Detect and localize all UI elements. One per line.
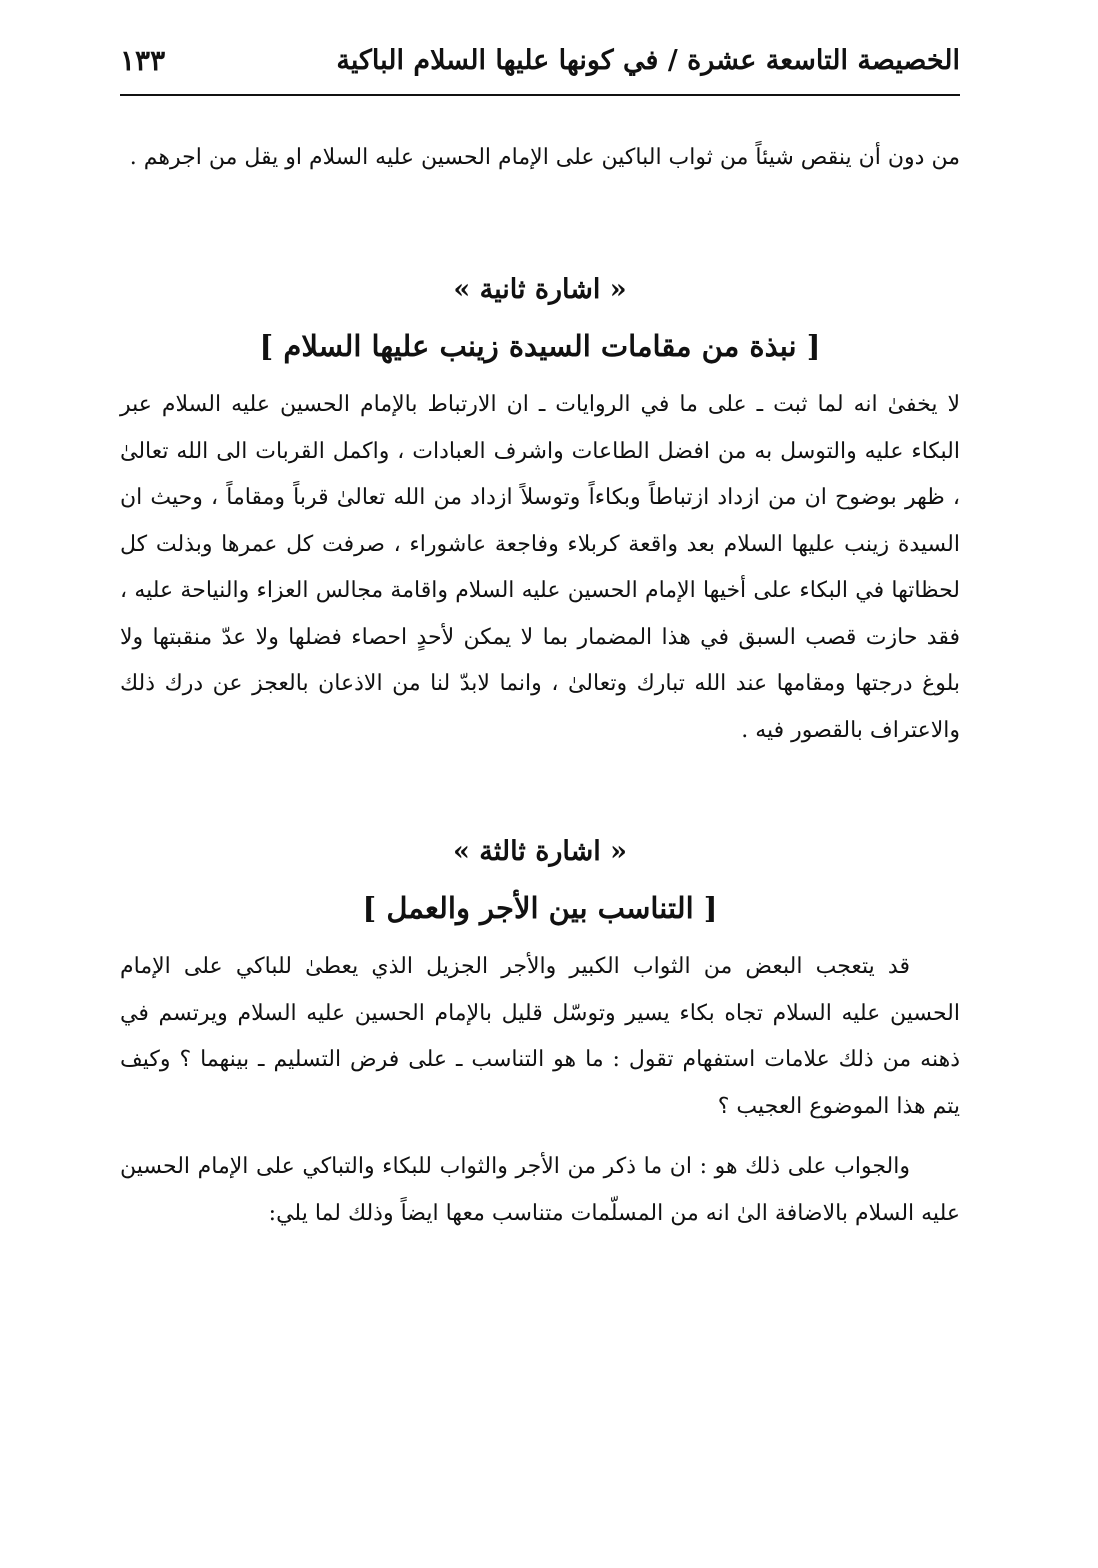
book-page <box>120 30 960 1237</box>
intro-line: من دون أن ينقص شيئاً من ثواب الباكين على الإمام الحسين عليه السلام او يقل من اجرهم . <box>129 145 960 170</box>
section3-paragraph-1: قد يتعجب البعض من الثواب الكبير والأجر الجزيل الذي يعطىٰ للباكي على الإمام الحسين عليه السلام تجاه بكاء يسير وتوسّل قليل بالإمام الحسين عليه السلام ويرتسم في ذهنه من ذلك علامات استفهام تقول : ما هو التناسب ـ على فرض التسليم ـ بينهما ؟ وكيف يتم هذا الموضوع العجيب ؟ <box>120 954 960 1119</box>
page-number: ١٣٣ <box>120 43 166 77</box>
section2-label: « اشارة ثانية » <box>453 274 627 305</box>
header-title: الخصيصة التاسعة عشرة / في كونها عليها السلام الباكية <box>336 44 960 76</box>
running-header <box>120 30 960 96</box>
section3-label: « اشارة ثالثة » <box>452 836 628 867</box>
section2-paragraph: لا يخفىٰ انه لما ثبت ـ على ما في الروايات ـ ان الارتباط بالإمام الحسين عليه السلام عبر البكاء عليه والتوسل به من افضل الطاعات واشرف العبادات ، واكمل القربات الى الله تعالىٰ ، ظهر بوضوح ان من ازداد ازتباطاً وبكاءاً وتوسلاً ازداد من الله تعالىٰ قرباً ومقاماً ، وحيث ان السيدة زينب عليها السلام بعد واقعة كربلاء وفاجعة عاشوراء ، صرفت كل عمرها وبذلت كل لحظاتها في البكاء على أخيها الإمام الحسين عليه السلام واقامة مجالس العزاء والنياحة عليه ، فقد حازت قصب السبق في هذا المضمار بما لا يمكن لأحدٍ احصاء فضلها ولا عدّ منقبتها ولا بلوغ درجتها ومقامها عند الله تبارك وتعالىٰ ، وانما لابدّ لنا من الاذعان بالعجز عن درك ذلك والاعتراف بالقصور فيه . <box>120 392 960 743</box>
section3-paragraph-2: والجواب على ذلك هو : ان ما ذكر من الأجر والثواب للبكاء والتباكي على الإمام الحسين عليه السلام بالاضافة الىٰ انه من المسلّمات متناسب معها ايضاً وذلك لما يلي: <box>120 1154 960 1226</box>
section2-title: [ نبذة من مقامات السيدة زينب عليها السلام ] <box>259 329 821 363</box>
section3-title: [ التناسب بين الأجر والعمل ] <box>362 891 718 925</box>
